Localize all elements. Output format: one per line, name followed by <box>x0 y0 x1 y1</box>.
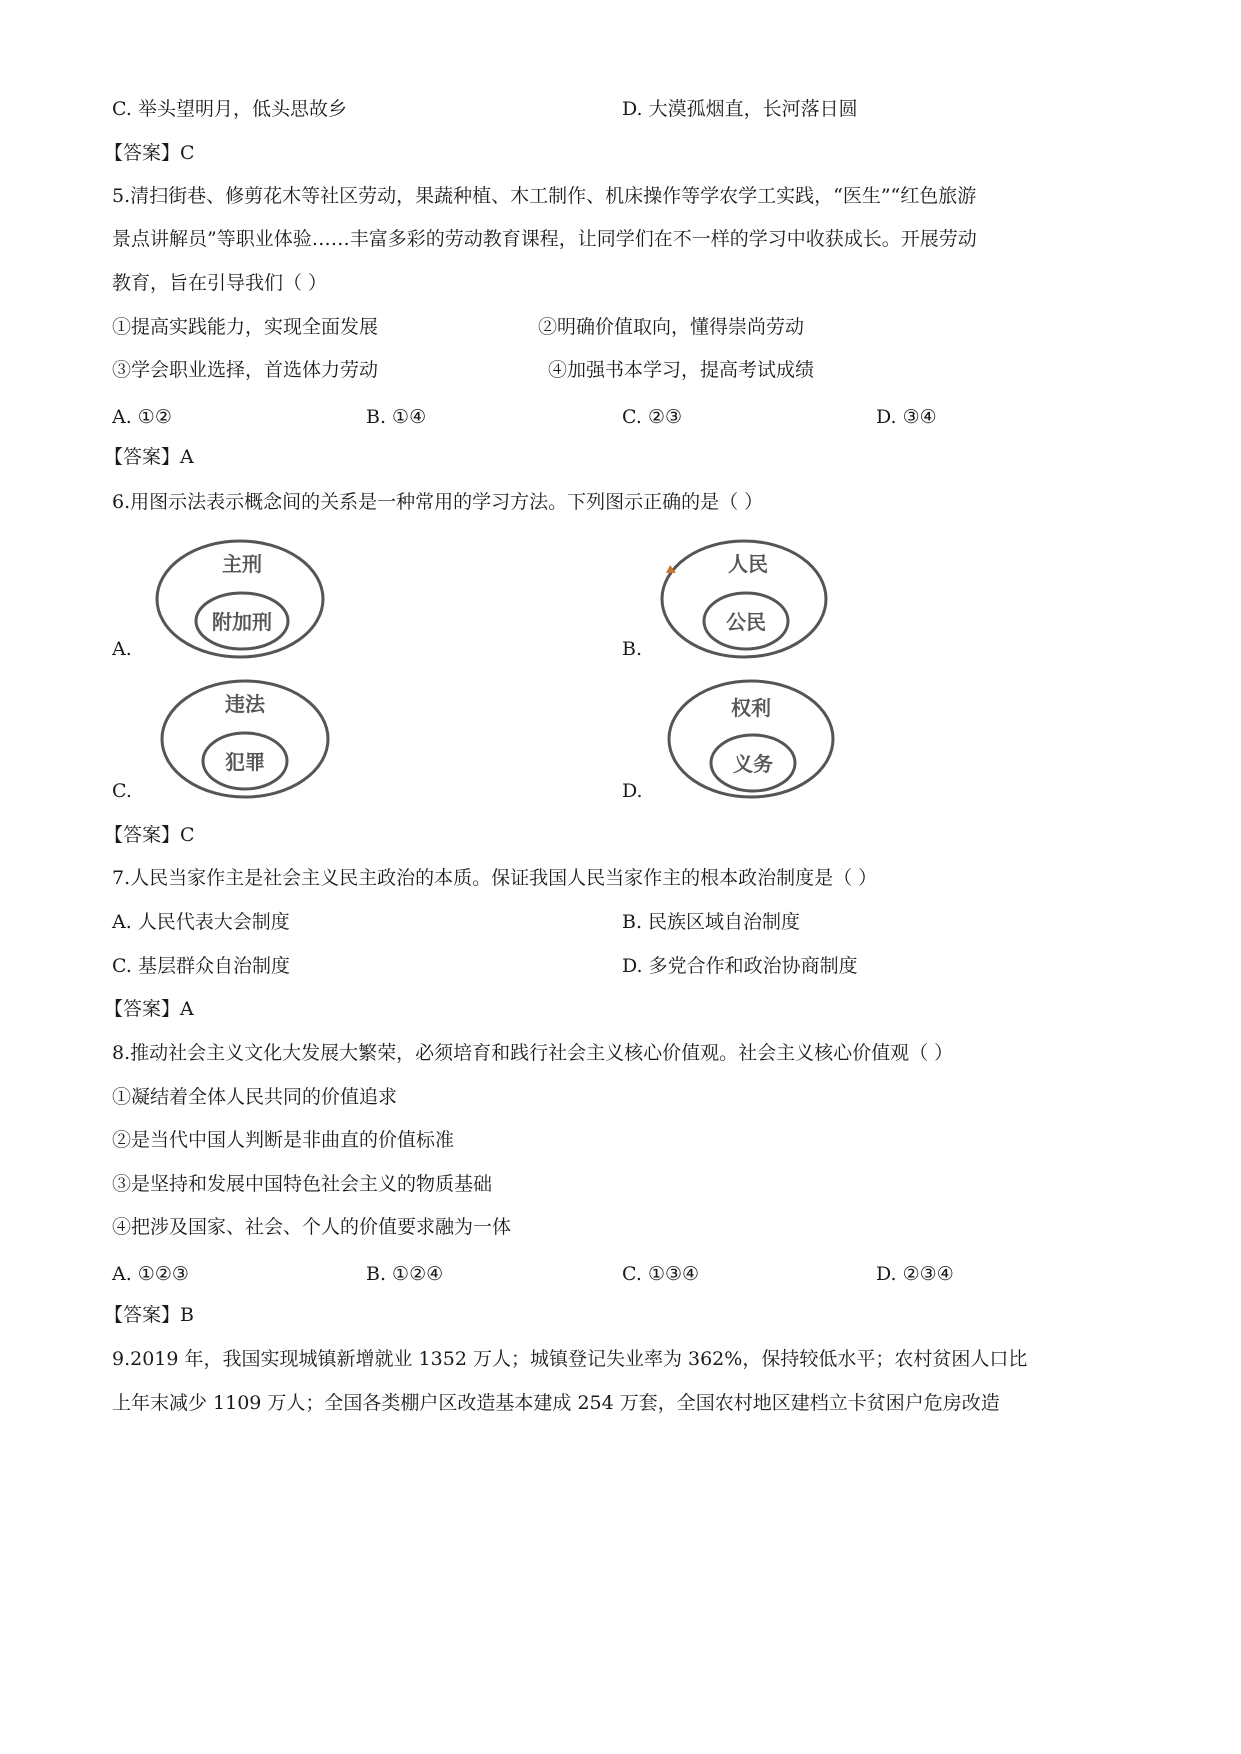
q6-diagram-c <box>155 675 335 805</box>
q8-option-d: D. ②③④ <box>876 1263 954 1285</box>
q4-answer: 【答案】C <box>104 142 195 164</box>
q8-option-a: A. ①②③ <box>112 1263 189 1285</box>
q5-option-d: D. ③④ <box>876 406 937 428</box>
q7-option-b: B. 民族区域自治制度 <box>622 911 801 933</box>
q8-statement-4: ④把涉及国家、社会、个人的价值要求融为一体 <box>112 1216 512 1238</box>
q8-statement-2: ②是当代中国人判断是非曲直的价值标准 <box>112 1129 455 1151</box>
q6-a-inner-text: 附加刑 <box>212 610 272 634</box>
q6-label-d: D. <box>622 780 643 802</box>
q6-c-outer-text: 违法 <box>225 692 265 716</box>
q6-diagram-d <box>663 675 843 805</box>
q6-label-b: B. <box>622 638 643 660</box>
q6-diagram-b <box>656 535 836 665</box>
q7-option-a: A. 人民代表大会制度 <box>112 911 290 933</box>
q9-stem-line1: 9.2019 年，我国实现城镇新增就业 1352 万人；城镇登记失业率为 362%，保持较低水平；农村贫困人口比 <box>112 1348 1028 1370</box>
q6-d-inner-text: 义务 <box>733 752 773 776</box>
q5-statement-2: ②明确价值取向，懂得崇尚劳动 <box>538 316 805 338</box>
q7-option-c: C. 基层群众自治制度 <box>112 955 290 977</box>
q8-statement-1: ①凝结着全体人民共同的价值追求 <box>112 1086 398 1108</box>
q6-c-inner-text: 犯罪 <box>225 750 265 774</box>
q7-answer: 【答案】A <box>104 998 194 1020</box>
q4-option-c: C. 举头望明月，低头思故乡 <box>112 98 347 120</box>
q6-label-a: A. <box>112 638 132 660</box>
q5-statement-1: ①提高实践能力，实现全面发展 <box>112 316 379 338</box>
q6-stem: 6.用图示法表示概念间的关系是一种常用的学习方法。下列图示正确的是（ ） <box>112 491 764 513</box>
q6-b-outer-text: 人民 <box>728 552 768 576</box>
q5-stem-line3: 教育，旨在引导我们（ ） <box>112 272 328 294</box>
q5-answer: 【答案】A <box>104 446 194 468</box>
q4-option-d: D. 大漠孤烟直，长河落日圆 <box>622 98 858 120</box>
q6-label-c: C. <box>112 780 132 802</box>
q6-diagram-a <box>150 535 330 665</box>
q5-statement-4: ④加强书本学习，提高考试成绩 <box>548 359 815 381</box>
q5-option-a: A. ①② <box>112 406 172 428</box>
q5-stem-line2: 景点讲解员”等职业体验……丰富多彩的劳动教育课程，让同学们在不一样的学习中收获成长。开展劳动 <box>112 228 977 250</box>
q8-statement-3: ③是坚持和发展中国特色社会主义的物质基础 <box>112 1173 493 1195</box>
q5-statement-3: ③学会职业选择，首选体力劳动 <box>112 359 379 381</box>
q5-option-c: C. ②③ <box>622 406 683 428</box>
q6-a-outer-text: 主刑 <box>222 552 262 576</box>
q8-answer: 【答案】B <box>104 1304 194 1326</box>
q7-option-d: D. 多党合作和政治协商制度 <box>622 955 858 977</box>
q8-option-c: C. ①③④ <box>622 1263 700 1285</box>
q5-stem-line1: 5.清扫街巷、修剪花木等社区劳动，果蔬种植、木工制作、机床操作等学农学工实践，“医生”“红色旅游 <box>112 185 977 207</box>
q6-b-inner-text: 公民 <box>726 610 766 634</box>
q6-answer: 【答案】C <box>104 824 195 846</box>
q9-stem-line2: 上年末减少 1109 万人；全国各类棚户区改造基本建成 254 万套，全国农村地区建档立卡贫困户危房改造 <box>112 1392 1000 1414</box>
q5-option-b: B. ①④ <box>366 406 427 428</box>
q7-stem: 7.人民当家作主是社会主义民主政治的本质。保证我国人民当家作主的根本政治制度是（ ） <box>112 867 878 889</box>
q8-stem: 8.推动社会主义文化大发展大繁荣，必须培育和践行社会主义核心价值观。社会主义核心价值观（ ） <box>112 1042 954 1064</box>
q6-d-outer-text: 权利 <box>731 696 771 720</box>
q8-option-b: B. ①②④ <box>366 1263 444 1285</box>
